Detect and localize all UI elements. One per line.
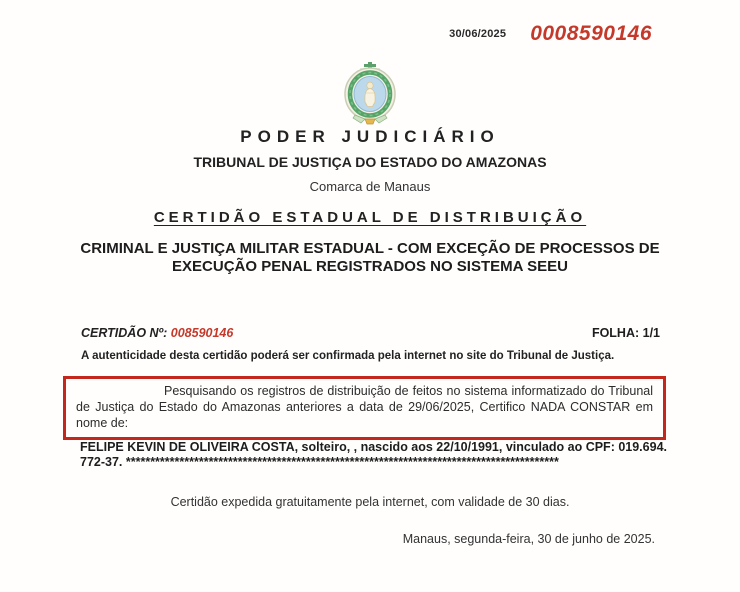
org-header	[0, 127, 740, 194]
branch-title: PODER JUDICIÁRIO	[240, 127, 500, 146]
certidao-number-value: 008590146	[170, 326, 234, 340]
certidao-number-label: CERTIDÃO Nº:	[81, 326, 171, 340]
filler-asterisks: *****************************************************************************************	[125, 454, 559, 469]
validity-note: Certidão expedida gratuitamente pela internet, com validade de 30 dias.	[170, 495, 570, 509]
place-and-date: Manaus, segunda-feira, 30 de junho de 2025.	[402, 532, 655, 546]
certificate-subtitle: CRIMINAL E JUSTIÇA MILITAR ESTADUAL - COM EXCEÇÃO DE PROCESSOS DE EXECUÇÃO PENAL REGISTRADOS NO SISTEMA SEEU	[80, 240, 660, 276]
meta-row	[81, 326, 660, 340]
stamp-number: 0008590146	[530, 22, 652, 45]
certidao-number-line	[81, 326, 233, 340]
stamp-row	[449, 22, 652, 46]
tj-am-crest-icon	[341, 61, 399, 125]
result-highlight-box	[63, 376, 666, 440]
comarca-subtitle: Comarca de Manaus	[309, 179, 431, 194]
authenticity-note: A autenticidade desta certidão poderá ser confirmada pela internet no site do Tribunal de Justiça.	[81, 350, 615, 362]
certificate-title: CERTIDÃO ESTADUAL DE DISTRIBUIÇÃO	[153, 209, 587, 226]
person-details: FELIPE KEVIN DE OLIVEIRA COSTA, solteiro, , nascido aos 22/10/1991, vinculado ao CPF: 019.694.772-37.	[80, 440, 667, 469]
issue-date: 30/06/2025	[449, 28, 507, 40]
result-paragraph: Pesquisando os registros de distribuição de feitos no sistema informatizado do Tribunal de Justiça do Estado do Amazonas anteriores a data de 29/06/2025, Certifico NADA CONSTAR em nome de:	[76, 384, 653, 430]
person-identification	[80, 440, 668, 470]
tribunal-title: TRIBUNAL DE JUSTIÇA DO ESTADO DO AMAZONAS	[193, 154, 547, 170]
folha-indicator: FOLHA: 1/1	[591, 326, 660, 340]
